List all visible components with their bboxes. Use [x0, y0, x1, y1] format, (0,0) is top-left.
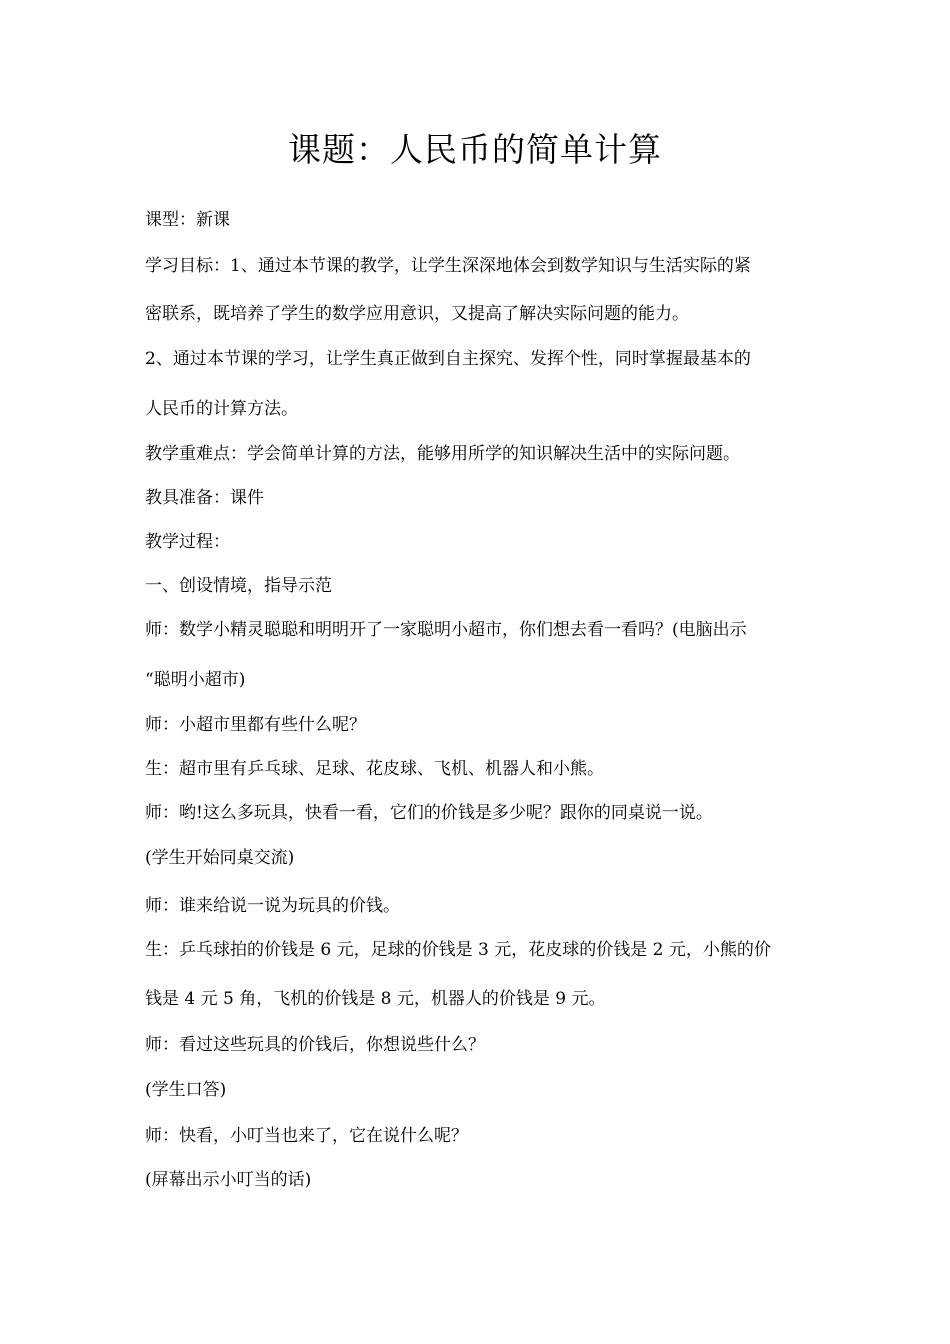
text-line-objective-1a: 学习目标：1、通过本节课的教学，让学生深深地体会到数学知识与生活实际的紧	[145, 256, 751, 276]
text-line-dialogue: “聪明小超市)	[145, 670, 246, 690]
text-line-objective-2b: 人民币的计算方法。	[145, 399, 298, 419]
text-line-objective-2a: 2、通过本节课的学习，让学生真正做到自主探究、发挥个性，同时掌握最基本的	[145, 349, 751, 369]
text-line-dialogue: (屏幕出示小叮当的话)	[145, 1170, 312, 1190]
text-line-dialogue: 师：哟!这么多玩具，快看一看，它们的价钱是多少呢？跟你的同桌说一说。	[145, 803, 713, 823]
text-line-dialogue: 生：乒乓球拍的价钱是 6 元，足球的价钱是 3 元，花皮球的价钱是 2 元，小熊的价	[145, 940, 771, 960]
text-line-process-heading: 教学过程：	[145, 532, 230, 552]
text-line-dialogue: (学生开始同桌交流)	[145, 848, 295, 868]
text-line-lesson-type: 课型：新课	[145, 210, 230, 230]
text-line-dialogue: (学生口答)	[145, 1080, 227, 1100]
text-line-key-points: 教学重难点：学会简单计算的方法，能够用所学的知识解决生活中的实际问题。	[145, 444, 740, 464]
text-line-dialogue: 师：快看，小叮当也来了，它在说什么呢？	[145, 1126, 468, 1146]
text-line-dialogue: 师：数学小精灵聪聪和明明开了一家聪明小超市，你们想去看一看吗？(电脑出示	[145, 620, 747, 640]
text-line-dialogue: 师：小超市里都有些什么呢？	[145, 715, 366, 735]
text-line-dialogue: 师：谁来给说一说为玩具的价钱。	[145, 896, 400, 916]
document-title: 课题：人民币的简单计算	[288, 130, 662, 169]
text-line-objective-1b: 密联系，既培养了学生的数学应用意识，又提高了解决实际问题的能力。	[145, 304, 689, 324]
text-line-dialogue: 生：超市里有乒乓球、足球、花皮球、飞机、机器人和小熊。	[145, 759, 604, 779]
text-line-dialogue: 钱是 4 元 5 角，飞机的价钱是 8 元，机器人的价钱是 9 元。	[145, 989, 606, 1009]
text-line-section-one: 一、创设情境，指导示范	[145, 576, 332, 596]
text-line-teaching-aids: 教具准备：课件	[145, 488, 264, 508]
text-line-dialogue: 师：看过这些玩具的价钱后，你想说些什么？	[145, 1035, 485, 1055]
